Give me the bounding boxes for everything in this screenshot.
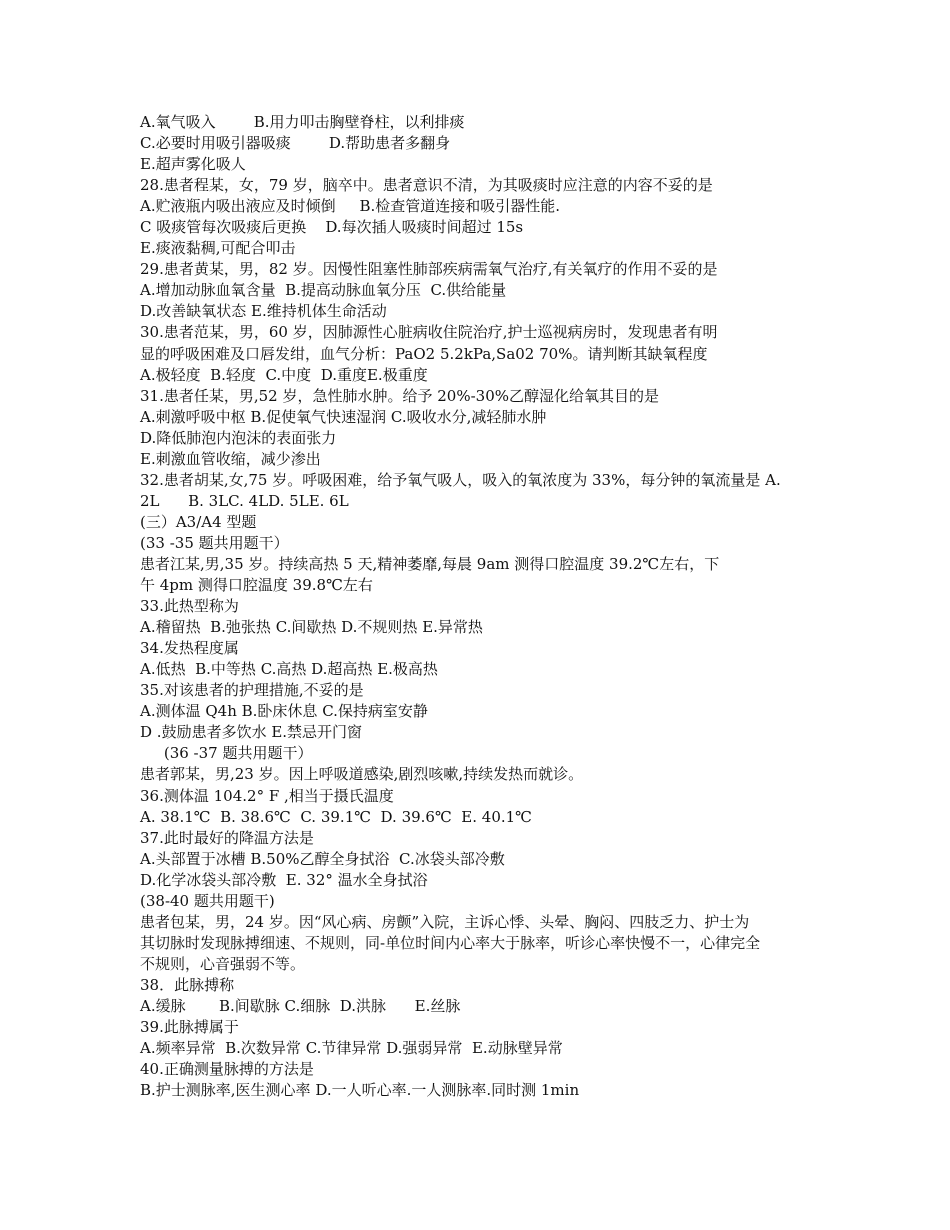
text-line: A.增加动脉血氧含量 B.提高动脉血氧分压 C.供给能量 xyxy=(140,281,507,300)
text-line: 34.发热程度属 xyxy=(140,639,239,658)
text-line: 40.正确测量脉搏的方法是 xyxy=(140,1060,314,1079)
text-line: 患者郭某，男,23 岁。因上呼吸道感染,剧烈咳嗽,持续发热而就诊。 xyxy=(140,765,584,784)
text-line: 31.患者任某，男,52 岁，急性肺水肿。给予 20%-30%乙醇湿化给氧其目的是 xyxy=(140,386,659,405)
text-line: 35.对该患者的护理措施,不妥的是 xyxy=(140,681,364,700)
text-line: A.测体温 Q4h B.卧床休息 C.保持病室安静 xyxy=(140,702,428,721)
text-line: A.稽留热 B.弛张热 C.间歇热 D.不规则热 E.异常热 xyxy=(140,618,483,637)
text-line: 患者江某,男,35 岁。持续高热 5 天,精神萎靡,每晨 9am 测得口腔温度 39.2℃左右，下 xyxy=(140,554,720,573)
text-line: 32.患者胡某,女,75 岁。呼吸困难，给予氧气吸人，吸入的氧浓度为 33%，每分钟的氧流量是 A. xyxy=(140,470,781,489)
text-line: A.低热 B.中等热 C.高热 D.超高热 E.极高热 xyxy=(140,660,438,679)
text-line: 不规则，心音强弱不等。 xyxy=(140,954,306,973)
text-line: (36 -37 题共用题干） xyxy=(140,744,313,763)
text-line: 其切脉时发现脉搏细速、不规则，同-单位时间内心率大于脉率，听诊心率快慢不一，心律完全 xyxy=(140,933,761,952)
text-line: E.刺激血管收缩，减少渗出 xyxy=(140,449,321,468)
text-line: 36.测体温 104.2° F ,相当于摄氏温度 xyxy=(140,786,394,805)
text-line: A.氧气吸入 B.用力叩击胸壁脊柱，以利排痰 xyxy=(140,113,465,131)
text-line: A.贮液瓶内吸出液应及时倾倒 B.检查管道连接和吸引器性能. xyxy=(140,197,561,216)
text-line: 午 4pm 测得口腔温度 39.8℃左右 xyxy=(140,576,373,595)
text-line: B.护士测脉率,医生测心率 D.一人听心率.一人测脉率.同时测 1min xyxy=(140,1081,580,1100)
text-line: (三）A3/A4 型题 xyxy=(140,512,257,531)
text-line: (33 -35 题共用题干） xyxy=(140,533,289,552)
text-line: A.头部置于冰槽 B.50%乙醇全身拭浴 C.冰袋头部冷敷 xyxy=(140,849,505,868)
text-line: 显的呼吸困难及口唇发绀，血气分析：PaO2 5.2kPa,Sa02 70%。请判断其缺氧程度 xyxy=(140,344,708,363)
text-line: 29.患者黄某，男，82 岁。因慢性阻塞性肺部疾病需氧气治疗,有关氧疗的作用不妥的是 xyxy=(140,260,718,279)
text-line: C.必要时用吸引器吸痰 D.帮助患者多翻身 xyxy=(140,134,451,153)
text-line: C 吸痰管每次吸痰后更换 D.每次插人吸痰时间超过 15s xyxy=(140,218,524,237)
text-line: D.化学冰袋头部冷敷 E. 32° 温水全身拭浴 xyxy=(140,870,428,889)
text-line: 2L B. 3LC. 4LD. 5LE. 6L xyxy=(140,491,349,510)
text-line: 39.此脉搏属于 xyxy=(140,1018,239,1037)
text-line: 38．此脉搏称 xyxy=(140,975,235,994)
text-line: D.降低肺泡内泡沫的表面张力 xyxy=(140,428,337,447)
document-text xyxy=(140,112,820,1101)
text-line: E.痰液黏稠,可配合叩击 xyxy=(140,239,296,258)
text-line: A. 38.1℃ B. 38.6℃ C. 39.1℃ D. 39.6℃ E. 40.1℃ xyxy=(140,807,532,826)
text-line: (38-40 题共用题干) xyxy=(140,891,275,910)
text-line: D.改善缺氧状态 E.维持机体生命活动 xyxy=(140,302,387,321)
text-line: A.极轻度 B.轻度 C.中度 D.重度E.极重度 xyxy=(140,365,428,384)
text-line: A.频率异常 B.次数异常 C.节律异常 D.强弱异常 E.动脉壁异常 xyxy=(140,1039,563,1058)
text-line: A.刺激呼吸中枢 B.促使氧气快速湿润 C.吸收水分,减轻肺水肿 xyxy=(140,407,547,426)
text-line: D .鼓励患者多饮水 E.禁忌开门窗 xyxy=(140,723,363,742)
text-line: E.超声雾化吸人 xyxy=(140,155,246,174)
text-line: 30.患者范某，男，60 岁，因肺源性心脏病收住院治疗,护士巡视病房时，发现患者有明 xyxy=(140,323,718,342)
text-line: 患者包某，男，24 岁。因“风心病、房颤”入院，主诉心悸、头晕、胸闷、四肢乏力、护士为 xyxy=(140,912,750,931)
text-line: 37.此时最好的降温方法是 xyxy=(140,828,314,847)
text-line: 28.患者程某，女，79 岁，脑卒中。患者意识不清，为其吸痰时应注意的内容不妥的是 xyxy=(140,176,713,195)
text-line: 33.此热型称为 xyxy=(140,597,239,616)
text-line: A.缓脉 B.间歇脉 C.细脉 D.洪脉 E.丝脉 xyxy=(140,996,461,1015)
